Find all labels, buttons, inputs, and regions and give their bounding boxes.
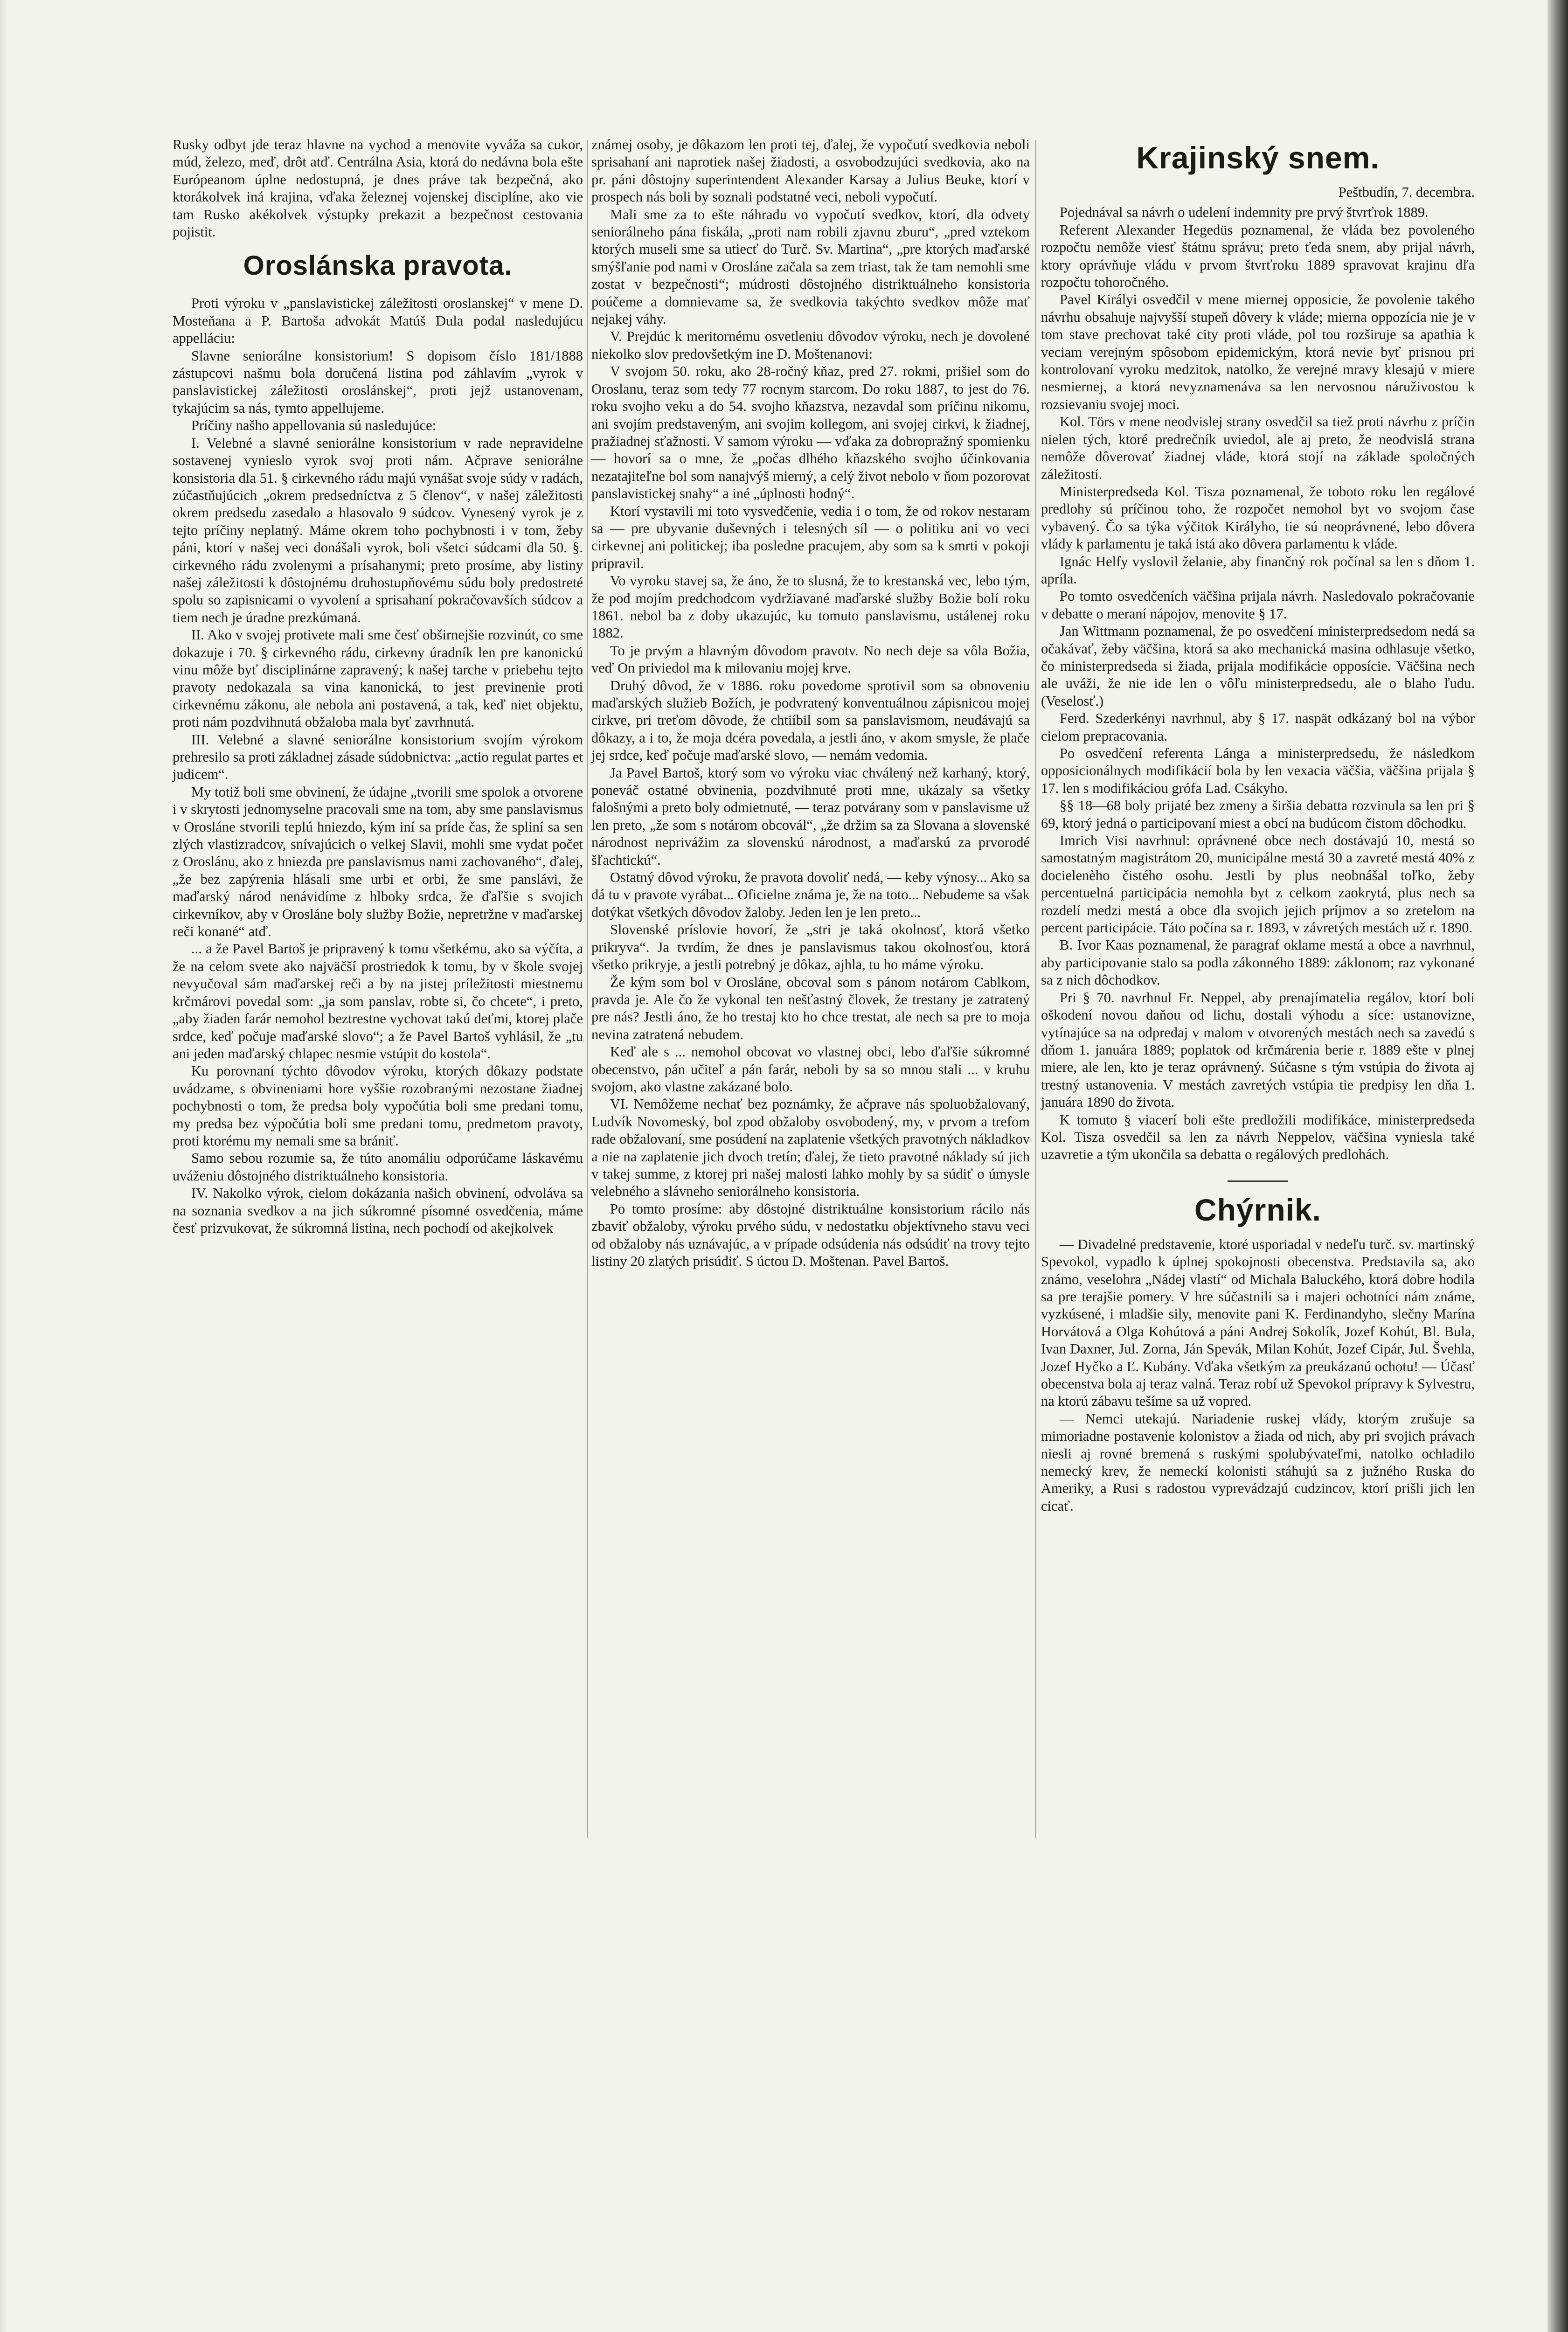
- paragraph: Po tomto osvedčeních väčšina prijala návrh. Nasledovalo pokračovanie v debatte o meraní nápojov, menovite § 17.: [1041, 588, 1475, 622]
- paragraph: Proti výroku v „panslavistickej záležitosti oroslanskej“ v mene D. Mosteňana a P. Bartoša advokát Matúš Dula podal nasledujúcu appelláciu:: [173, 295, 583, 347]
- paragraph: Ktorí vystavili mi toto vysvedčenie, vedia i o tom, že od rokov nestaram sa — pre ubyvanie duševných i telesných síl — o politiku ani vo veci cirkevnej ani politickej; iba posledne pracujem, aby som sa k smrti v pokoji pripravil.: [591, 503, 1030, 571]
- paragraph: II. Ako v svojej protivete mali sme česť obširnejšie rozvinút, co sme dokazuje i 70. § cirkevného rádu, cirkevny úradník len pre kanonickú vinu môže byť disciplinárne zapravený; k našej tarche v priebehu tejto pravoty nedokazala sa vina kanonická, to jest previnenie proti cirkevnému zákonu, ale nebola ani postavená, a tak, keď niet objektu, proti nám pozdvihnutá obžaloba mala byť zavrhnutá.: [173, 627, 583, 730]
- paragraph: §§ 18—68 boly prijaté bez zmeny a širšia debatta rozvinula sa len pri § 69, ktorý jedná o participovaní miest a obcí na budúcom čistom dôchodku.: [1041, 798, 1475, 831]
- section-divider: [1228, 1180, 1288, 1182]
- paragraph: Samo sebou rozumie sa, že túto anomáliu odporúčame láskavému uváženiu dôstojného distriktuálneho konsistoria.: [173, 1150, 583, 1184]
- paragraph: Po tomto prosíme: aby dôstojné distriktuálne konsistorium rácilo nás zbaviť obžaloby, výroku prvého súdu, v nedostatku objektívneho stavu veci od obžaloby nás uznávajúc, a v prípade odsúdenia nás odsúdiť na trovy tejto listiny 20 zlatých prisúdiť. S úctou D. Moštenan. Pavel Bartoš.: [591, 1201, 1030, 1269]
- paragraph: Keď ale s ... nemohol obcovat vo vlastnej obci, lebo ďaľšie súkromné obecenstvo, pán učiteľ a pán farár, neboli by sa so mnou stali ... v kruhu svojom, ako vlastne zakázané bolo.: [591, 1044, 1030, 1095]
- paragraph: III. Velebné a slavné seniorálne konsistorium svojím výrokom prehresilo sa proti základnej zásade súdobnictva: „actio regulat partes et judicem“.: [173, 731, 583, 783]
- page-right-edge-shadow: [1547, 0, 1568, 2332]
- paragraph: Pavel Királyi osvedčil v mene miernej opposicie, že povolenie takého návrhu obsahuje najvyšší stupeň dôvery k vláde; mierna oppozícia nie je v tom stave prechovat také city proti vláde, pol tou rozširuje sa apathia k veciam verejným spôsobom epidemickým, ktorá nevie byť prisnou pri kontrolovaní vyroku medzitok, natolko, že verejné mravy klesajú v miere nesmiernej, a ktorá nevyznamenáva sa len nervosnou náruživostou k rozsievaniu svojej moci.: [1041, 292, 1475, 412]
- paragraph: V svojom 50. roku, ako 28-ročný kňaz, pred 27. rokmi, prišiel som do Oroslanu, teraz som tedy 77 rocnym starcom. Do roku 1887, to jest do 76. roku svojho veku a do 54. svojho kňazstva, nezavdal som príčinu nikomu, ani svojím predstaveným, ani svojim kollegom, ani svojej cirkvi, k žiadnej, pražiadnej sťažnosti. V samom výroku — vďaka za dobropražný spomienku — hovorí sa o mne, že „počas dlhého kňazského svojho účinkovania nezatajiteľne bol som nanajvýš mierný, a celý život nebolo v ňom pozorovat panslavistickej snahy“ a iné „úplnosti hodný“.: [591, 363, 1030, 502]
- paragraph: IV. Nakolko výrok, cielom dokázania našich obvinení, odvoláva sa na soznania svedkov a na jich súkromné písomné osvedčenia, máme česť prizvukovat, že súkromná listina, nech pochodí od akejkolvek: [173, 1185, 583, 1236]
- dateline: Peštbudín, 7. decembra.: [1338, 184, 1475, 200]
- column-3: [1041, 136, 1475, 1515]
- paragraph: Rusky odbyt jde teraz hlavne na vychod a menovite vyváža sa cukor, múd, železo, meď, drôt atď. Centrálna Asia, ktorá do nedávna bola ešte Európeanom úplne nedostupná, je dnes práve tak bezpečná, ako ktorákolvek iná krajina, vďaka železnej vojenskej disciplíne, ako vie tam Rusko akékolvek výstupky prekazit a bezpečnost cestovania pojistit.: [173, 137, 583, 240]
- paragraph: Kol. Törs v mene neodvislej strany osvedčil sa tiež proti návrhu z príčin nielen tých, ktoré predrečník uviedol, ale aj preto, že neodvislá strana nemôže dôverovať žiadnej vláde, ktorá stojí na základe spoločných záležitostí.: [1041, 414, 1475, 482]
- paragraph: — Divadelné predstavenie, ktoré usporiadal v nedeľu turč. sv. martinský Spevokol, vypadlo k úplnej spokojnosti obecenstva. Predstavila sa, ako známo, veselohra „Nádej vlastí“ od Michala Baluckého, ktorá dobre hodila sa pre terajšie pomery. V hre súčastnili sa i majeri ochotníci nám známe, vyzkúsené, i mladšie sily, menovite pani K. Ferdinandyho, slečny Marína Horvátová a Olga Kohútová a páni Andrej Sokolík, Jozef Kohút, Bl. Bula, Ivan Daxner, Jul. Zorna, Ján Spevák, Milan Kohút, Jozef Cipár, Jul. Švehla, Jozef Hyčko a Ľ. Kubány. Vďaka všetkým za preukázanú ochotu! — Účasť obecenstva bola aj teraz valná. Teraz robí už Spevokol prípravy k Sylvestru, na ktorú zábavu tešíme sa už vopred.: [1041, 1236, 1475, 1409]
- paragraph: Jan Wittmann poznamenal, že po osvedčení ministerpredsedom nedá sa očakávať, žeby väčšina, ktorá sa ako mechanická masina odhlasuje všetko, čo ministerpredseda si žiada, prijala modifikácie opposície. Väčšina nech ale uváži, že nie ide len o vôľu ministerpredsedu, ale o blaho ľudu. (Veselosť.): [1041, 623, 1475, 709]
- paragraph: Ferd. Szederkényi navrhnul, aby § 17. naspät odkázaný bol na výbor cielom prepracovania.: [1041, 710, 1475, 744]
- paragraph: I. Velebné a slavné seniorálne konsistorium v rade nepravidelne sostavenej vynieslo vyrok svoj proti nám. Ačprave seniorálne konsistoria dla 51. § cirkevného rádu majú vynášat svoje súdy v radách, zúčastňujúcich „okrem predsedníctva z 5 členov“, v našej záležitosti okrem predsedu zasedalo a hlasovalo 9 súdcov. Vynesený vyrok je z tejto príčiny neplatný. Máme okrem toho pochybnosti i v tom, žeby páni, ktorí v našej veci donášali vyrok, boli všetci súdcami dla 50. §. cirkevného rádu zvolenymi a prísahanymi; preto prosíme, aby listiny našej záležitosti k dôstojnému druhostupňovému súdu boly predostreté spolu so zapisnicami o vyvolení a sprisahaní pokračovavších súdcov a tiem nech je úradne prezkúmaná.: [173, 435, 583, 625]
- column-rule-1: [587, 140, 588, 1838]
- paragraph: Pojednával sa návrh o udelení indemnity pre prvý štvrťrok 1889.: [1060, 204, 1429, 221]
- paragraph: My totiž boli sme obvinení, že údajne „tvorili sme spolok a otvorene i v skrytosti jednomyselne pracovali sme na tom, aby sme panslavismus v Orosláne stvorili teplú hniezdo, kým iní sa príde čas, že spliní sa sen zlých vlastizradcov, snívajúcich o velkej Slavii, mohli sme vydat počet z Oroslánu, ako z hniezda pre panslavismus nami zachovaného“, ďalej, „že bez zapýrenia hlásali sme urbi et orbi, že sme panslávi, že maďarský národ nenávidíme z hlboky srdca, že ďaľšie s svojich cirkevníkov, aby v Orosláne boly služby Božie, nepretržne v maďarskej reči konané“ atď.: [173, 784, 583, 940]
- paragraph: Po osvedčení referenta Lánga a ministerpredsedu, že následkom opposicionálnych modifikácií bola by len vexacia väčšia, väčšina prijala § 17. len s modifikáciou grófa Lad. Csákyho.: [1041, 745, 1475, 796]
- page-left-edge: [0, 0, 8, 2332]
- column-2: [591, 136, 1030, 1270]
- paragraph: Vo vyroku stavej sa, že áno, že to slusná, že to krestanská vec, lebo tým, že pod mojím predchodcom vydržiavané maďarské služby Božie bolí roku 1861. nebol ba z doby ukazujúc, ku tomuto panslavismu, ustálenej roku 1882.: [591, 573, 1030, 641]
- paragraph: Pri § 70. navrhnul Fr. Neppel, aby prenajímatelia regálov, ktorí boli oškodení novou daňou od lichu, dostali výhodu a síce: ustanovizne, vytínajúce sa na odpredaj v malom v otvorených mestách nech sa zavedú s dňom 1. januára 1889; poplatok od krčmárenia berie r. 1889 ešte v plnej miere, ale len, kto je teraz oprávnený. Súčasne s tým vstúpia do života aj trestný ustanovenia. V mestách zavretých vstúpia tie predpisy len dňa 1. januára 1890 do života.: [1041, 989, 1475, 1110]
- paragraph: Ministerpredseda Kol. Tisza poznamenal, že toboto roku len regálové predlohy sú príčinou toho, že rozpočet nemohol byt vo svojom čase vybavený. Čo sa týka výčitok Királyho, tie sú neoprávnené, lebo dôvera vlády k parlamentu je taká istá ako dôvera parlamentu k vláde.: [1041, 483, 1475, 552]
- paragraph: Slavne seniorálne konsistorium! S dopisom číslo 181/1888 zástupcovi našmu bola doručená listina pod záhlavím „vyrok v panslavistickej záležitosti oroslánskej“, proti jejž ustanovenam, tykajúcim sa nás, tymto appellujeme.: [173, 347, 583, 416]
- paragraph: B. Ivor Kaas poznamenal, že paragraf oklame mestá a obce a navrhnul, aby participovanie stalo sa podla zákonného 1889: záklonom; raz vykonané sa z nich dôchodkov.: [1041, 937, 1475, 988]
- paragraph: Ostatný dôvod výroku, že pravota dovoliť nedá, — keby výnosy... Ako sa dá tu v pravote vyrábat... Oficielne známa je, že na toto... Nebudeme sa však dotýkat všetkých dôvodov žaloby. Jeden len je len preto...: [591, 869, 1030, 920]
- article-heading-krajinsky-snem: Krajinský snem.: [1136, 140, 1380, 175]
- paragraph: Slovenské príslovie hovorí, že „stri je taká okolnosť, ktorá všetko prikryva“. Ja tvrdím, že dnes je panslavismus takou okolnosťou, ktorá všetko prikryje, a jestli potrebný je dôkaz, ajhla, tu ho máme výroku.: [591, 922, 1030, 973]
- paragraph: Mali sme za to ešte náhradu vo vypočutí svedkov, ktorí, dla odvety seniorálneho pána fiskála, „proti nam robili zjavnu zburu“, „pred vztekom ktorých museli sme sa utiecť do Turč. Sv. Martina“, „pre ktorých maďarské smýšľanie pod nami v Orosláne začala sa zem triast, tak že tam nemohli sme zostat v bezpečnosti“; múdrosti dôstojného distriktuálneho konsistoria poúčeme a domnievame sa, že svedkovia takýchto svedkov môže mať nejakej váhy.: [591, 206, 1030, 327]
- section-heading-chyrnik: Chýrnik.: [1194, 1192, 1322, 1227]
- column-1: [173, 136, 583, 1237]
- paragraph: Že kým som bol v Orosláne, obcoval som s pánom notárom Cablkom, pravda je. Ale čo že vykonal ten nešťastný človek, že trestany je zatratený pre nás? Jestli áno, že ho trestaj kto ho chce trestat, ale nech sa pre to moja nevina zatratená nebudem.: [591, 974, 1030, 1042]
- paragraph: Ku porovnaní týchto dôvodov výroku, ktorých dôkazy podstate uvádzame, s obvineniami hore vyššie rozobranými nezostane žiadnej pochybnosti o tom, že predsa boly vypočútia boli sme predani tomu, my predsa bez výpočútia boli sme predani tomu, predmetom pravoty, proti ktorému my nemali sme sa brániť.: [173, 1063, 583, 1149]
- paragraph: Ja Pavel Bartoš, ktorý som vo výroku viac chválený než karhaný, ktorý, poneváč ostatné obvinenia, pozdvihnuté proti mne, ukázaly sa všetky falošnými a preto boly odmietnuté, — teraz potvárany som v panslavisme už len preto, „že som s notárom obcovál“, „že držim sa za Slovana a slovenské národnost neprivážim za slovenskú národnost, a maďarskú za prvorodé šľachtickú“.: [591, 764, 1030, 868]
- paragraph: ... a že Pavel Bartoš je pripravený k tomu všetkému, ako sa výčíta, a že na celom svete ako najväčší prostriedok k tomu, by v škole svojej nevyučoval sám maďarskej reči a by na jistej príležitosti miestnemu krčmárovi povedal som: „ja som panslav, robte si, čo chcete“, i preto, „aby žiaden farár nemohol beztrestne vychovat takú deťmi, ktorej plače srdce, keď počuje maďarské slovo“; a že Pavel Bartoš vyhlásil, že „tu ani jeden maďarský chlapec nesmie vstúpit do kostola“.: [173, 941, 583, 1062]
- paragraph: Ignác Helfy vyslovil želanie, aby finančný rok počínal sa len s dňom 1. apríla.: [1041, 553, 1475, 587]
- paragraph: známej osoby, je dôkazom len proti tej, ďalej, že vypočutí svedkovia neboli sprisahaní ani naprotiek našej žiadosti, a osvobodzujúci svedkovia, ako na pr. páni dôstojny superintendent Alexander Karsay a Julius Beuke, ktorí v prospech nás boli by soznali podstatné veci, neboli vypočutí.: [591, 137, 1030, 205]
- paragraph: Imrich Visi navrhnul: oprávnené obce nech dostávajú 10, mestá so samostatným magistrátom 20, municipálne mestá 30 a zavreté mestá 40% z docielenèho čistého osohu. Jestli by plus neobnášal toľko, žeby percentuelná participácia nemohla byt z celkom zaokrytá, plus nech sa rozdelí medzi mestá a obce dla svojich jejich príjmov a so zretelom na percent participácie. Táto počína sa r. 1893, v závretých mestách už r. 1890.: [1041, 833, 1475, 936]
- paragraph: Druhý dôvod, že v 1886. roku povedome sprotivil som sa obnoveniu maďarských služieb Božích, je podvratený konventuálnou zápisnicou mojej cirkve, pri treťom dôvode, že chtiíbil som sa panslavismom, neudávajú sa dôkazy, a i to, že moja dcéra povedala, a jestli áno, v akom smysle, že plače jej srdce, keď počuje maďarské slovo, — nemám vedomia.: [591, 677, 1030, 763]
- paragraph: VI. Nemôžeme nechať bez poznámky, že ačprave nás spoluobžalovaný, Ludvík Novomeský, bol zpod obžaloby osvobodený, my, v prvom a trefom rade obžalovaní, sme posúdení na zaplatenie všetkých pravotných nákladkov a nie na zaplatenie jich dvoch tretín; ďalej, že tieto pravotné náklady sú jich v takej summe, z ktorej pri našej malosti lahko mohly by sa súdiť o úmysle velebného a slávneho seniorálneho konsistoria.: [591, 1096, 1030, 1200]
- paragraph: — Nemci utekajú. Nariadenie ruskej vlády, ktorým zrušuje sa mimoriadne postavenie kolonistov a žiada od nich, aby pri svojich právach niesli aj rovné bremená s ruskými spolubývateľmi, natolko ochladilo nemecký krev, že nemeckí kolonisti stáhujú sa z južného Ruska do Ameriky, a Rusi s radostou vyprevádzajú cudzincov, ktorí prišli jich len cicať.: [1041, 1410, 1475, 1514]
- column-rule-2: [1035, 140, 1036, 1838]
- paragraph: K tomuto § viacerí boli ešte predložili modifikáce, ministerpredseda Kol. Tisza osvedčil sa len za návrh Neppelov, väčšina vyniesla také uzavretie a tým ukončila sa debatta o regálových predlohách.: [1041, 1111, 1475, 1163]
- paragraph: Referent Alexander Hegedüs poznamenal, že vláda bez povoleného rozpočtu nemôže viesť štátnu správu; preto ťeda snem, aby prijal návrh, ktory oprávňuje vládu v prvom štvrťroku 1889 spravovat krajinu dľa rozpočtu tohoročného.: [1041, 222, 1475, 291]
- paragraph: V. Prejdúc k meritornému osvetleniu dôvodov výroku, nech je dovolené niekolko slov predovšetkým ine D. Moštenanovi:: [591, 328, 1030, 362]
- paragraph: Príčiny našho appellovania sú nasledujúce:: [191, 417, 437, 434]
- article-heading-oroslanska-pravota: Oroslánska pravota.: [243, 250, 513, 281]
- paragraph: To je prvým a hlavným dôvodom pravotv. No nech deje sa vôla Božia, veď On priviedol ma k milovaniu mojej krve.: [591, 642, 1030, 676]
